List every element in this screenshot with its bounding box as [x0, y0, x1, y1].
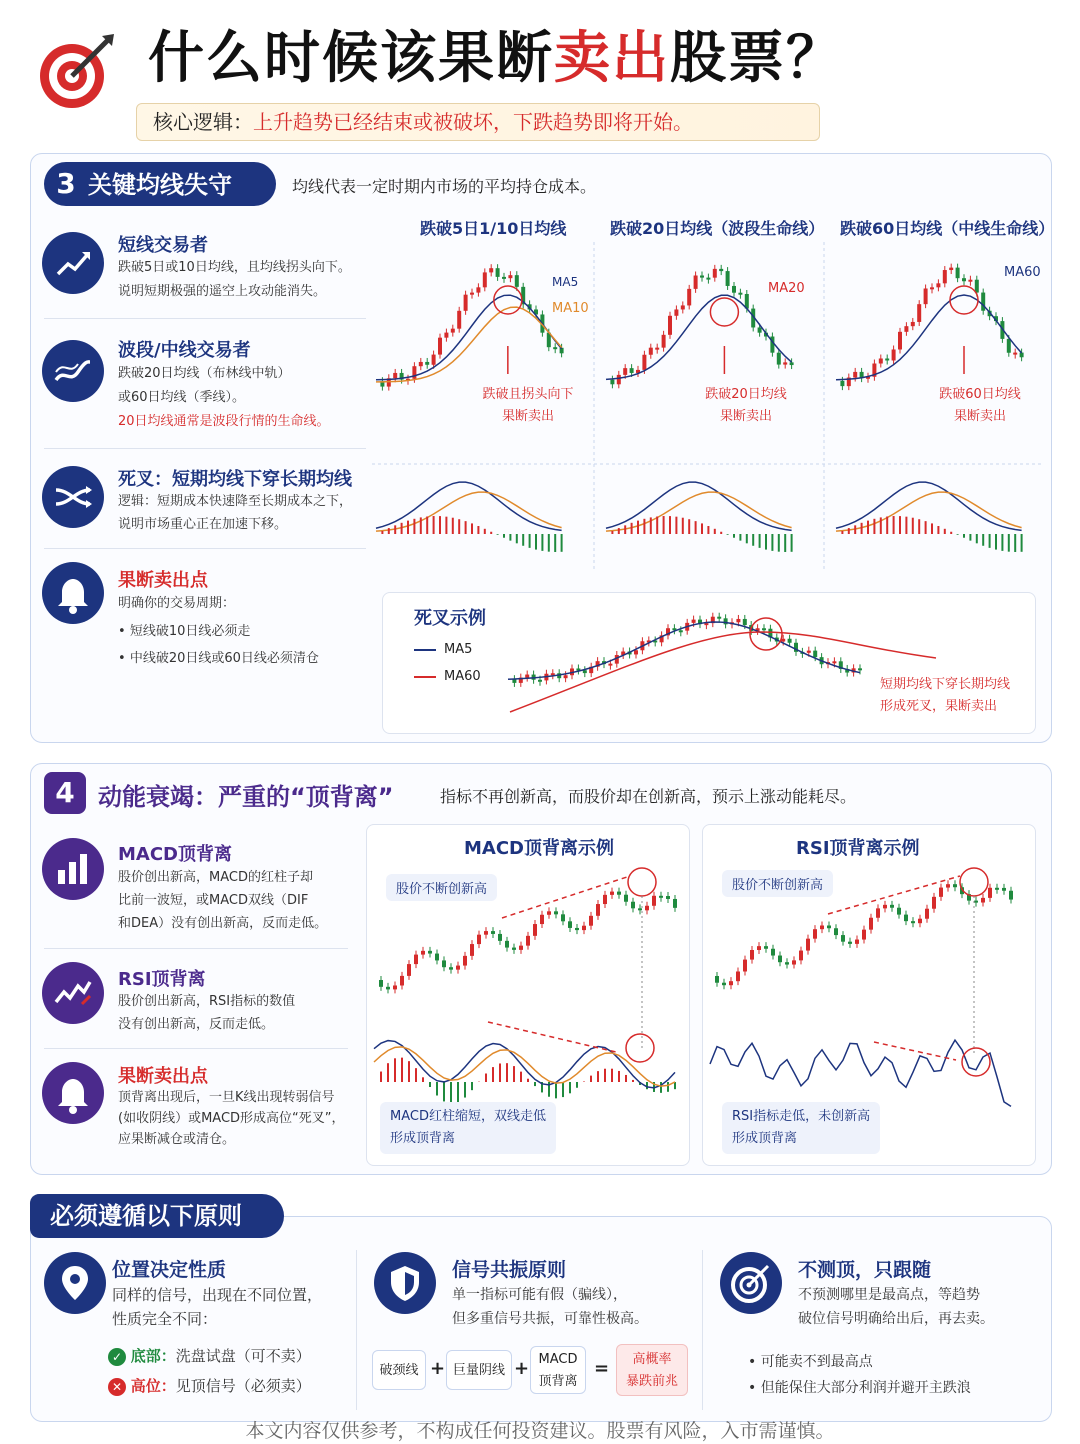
rsi-text-1: 股价创出新高，RSI指标的数值	[118, 994, 296, 1009]
candle	[726, 271, 730, 286]
target-icon	[38, 34, 114, 110]
candle	[858, 668, 862, 670]
macd-divergence-title: MACD顶背离	[118, 844, 232, 865]
death-cross-text-2: 说明市场重心正在加速下移。	[118, 517, 288, 532]
candle	[743, 960, 747, 972]
macd-text-2: 比前一波短，或MACD双线（DIF	[118, 893, 309, 908]
candle	[855, 940, 859, 944]
candle	[736, 971, 740, 981]
candle	[483, 272, 487, 287]
highlight-circle	[950, 286, 978, 314]
rsi-price-tag: 股价不断创新高	[722, 870, 833, 897]
macd-conclusion: MACD红柱缩短，双线走低 形成顶背离	[380, 1102, 556, 1154]
candle	[414, 955, 418, 964]
result-pill: 高概率 暴跌前兆	[616, 1344, 688, 1396]
macd-text-1: 股价创出新高，MACD的红柱子却	[118, 870, 313, 885]
candle	[879, 358, 883, 363]
swing-trader-text-2: 或60日均线（季线）。	[118, 390, 246, 405]
divider	[702, 1250, 703, 1410]
candle	[444, 333, 448, 338]
candle	[456, 966, 460, 970]
rsi-conclusion: RSI指标走低，未创新高 形成顶背离	[722, 1102, 880, 1154]
follow-text-1: 不预测哪里是最高点，等趋势	[798, 1287, 980, 1303]
candle	[512, 948, 516, 950]
follow-title: 不测顶，只跟随	[798, 1259, 932, 1281]
candle	[463, 956, 467, 966]
core-logic-label: 核心逻辑：	[153, 110, 253, 134]
sell-point-bullet-2: • 中线破20日线或60日线必须清仓	[118, 651, 319, 666]
candle	[491, 931, 495, 934]
candle	[750, 950, 754, 960]
candle	[687, 289, 691, 306]
equals-sign: =	[594, 1358, 610, 1379]
chart-ma60-title: 跌破60日均线（中线生命线）	[840, 219, 1055, 238]
candle	[681, 305, 685, 309]
candle	[813, 929, 817, 938]
resonance-text-2: 但多重信号共振，可靠性极高。	[452, 1311, 648, 1327]
candle	[508, 275, 512, 278]
candle	[783, 362, 787, 364]
candle	[715, 976, 719, 983]
death-cross-text-1: 逻辑：短期成本快速降至长期成本之下，	[118, 494, 353, 509]
candle	[498, 934, 502, 941]
candle	[930, 287, 934, 289]
candle	[949, 268, 953, 270]
candle	[582, 926, 586, 930]
candle	[419, 362, 423, 366]
candle	[1013, 353, 1017, 355]
section3-desc: 均线代表一定时期内市场的平均持仓成本。	[292, 177, 597, 196]
death-cross-note: 短期均线下穿长期均线 形成死叉，果断卖出	[880, 677, 1011, 714]
candle	[758, 327, 762, 332]
rsi-example-title: RSI顶背离示例	[796, 838, 920, 859]
candle	[722, 983, 726, 985]
candle	[939, 888, 943, 897]
ma60-note: 跌破60日均线 果断卖出	[939, 387, 1021, 424]
candle	[806, 939, 810, 951]
position-text-2: 性质完全不同：	[112, 1310, 218, 1328]
candle	[974, 901, 978, 903]
candle	[788, 639, 792, 643]
candle	[732, 286, 736, 293]
core-logic-text: 上升趋势已经结束或被破坏，下跌趋势即将开始。	[253, 110, 693, 134]
candle	[421, 951, 425, 955]
candle	[729, 981, 733, 985]
candle	[925, 909, 929, 919]
legend-ma60: MA60	[414, 669, 481, 684]
sell-point-text: 明确你的交易周期：	[118, 596, 236, 611]
macd-signal-line	[374, 1047, 675, 1086]
candle	[897, 908, 901, 915]
candle	[623, 368, 627, 375]
swing-trader-note: 20日均线通常是波段行情的生命线。	[118, 414, 330, 429]
candle	[608, 664, 612, 666]
rsi-text-2: 没有创出新高，反而走低。	[118, 1017, 275, 1032]
position-bottom: ✓ 底部：洗盘试盘（可不卖）	[108, 1344, 311, 1368]
candle	[525, 675, 529, 678]
candle	[451, 329, 455, 333]
candle	[674, 309, 678, 315]
macd-signal-line	[376, 492, 562, 531]
cross-icon: ✕	[108, 1378, 126, 1396]
macd-example-title: MACD顶背离示例	[464, 838, 614, 859]
position-text-1: 同样的信号，出现在不同位置，	[112, 1286, 323, 1304]
candle	[840, 381, 844, 386]
divergence-sell-text-1: 顶背离出现后，一旦K线出现转弱信号	[118, 1090, 335, 1105]
candle	[449, 967, 453, 969]
candle	[841, 935, 845, 942]
crossover-icon	[42, 466, 104, 528]
candle	[762, 628, 766, 630]
divergence-sell-text-2: (如收阴线）或MACD形成高位“死叉”，	[118, 1111, 345, 1126]
location-pin-icon	[44, 1252, 106, 1314]
macd-line	[376, 482, 562, 530]
disclaimer: 本文内容仅供参考，不构成任何投资建议。股票有风险，入市需谨慎。	[245, 1420, 835, 1442]
candle	[834, 928, 838, 935]
candle	[975, 280, 979, 293]
candle	[892, 349, 896, 360]
highlight-circle	[710, 298, 738, 326]
candle	[668, 316, 672, 335]
candle	[425, 362, 429, 365]
section4-desc: 指标不再创新高，而股价却在创新高，预示上涨动能耗尽。	[440, 787, 857, 806]
candle	[890, 905, 894, 908]
candle	[652, 896, 656, 906]
short-trader-text-1: 跌破5日或10日均线，且均线拐头向下。	[118, 260, 351, 275]
candle	[645, 906, 649, 911]
candle	[736, 619, 740, 622]
candle	[853, 372, 857, 378]
peak-circle	[628, 868, 656, 896]
candle	[807, 651, 811, 653]
candle	[962, 278, 966, 281]
candle	[883, 905, 887, 909]
section4-number: 4	[55, 776, 75, 809]
candle	[694, 275, 698, 288]
candle	[477, 935, 481, 944]
divider	[44, 1048, 348, 1049]
follow-text-2: 破位信号明确给出后，再去卖。	[798, 1311, 994, 1327]
candle	[386, 987, 390, 990]
macd-line	[836, 482, 1022, 530]
candle	[953, 884, 957, 887]
position-high: ✕ 高位：见顶信号（必须卖）	[108, 1374, 311, 1398]
divider	[44, 548, 366, 549]
death-cross-title: 死叉：短期均线下穿长期均线	[118, 469, 352, 490]
candle	[515, 275, 519, 287]
macd-divergence-chart	[372, 860, 684, 1120]
chart-ma5-title: 跌破5日1/10日均线	[420, 219, 567, 238]
section3-number: 3	[56, 167, 76, 200]
macd-price-tag: 股价不断创新高	[386, 874, 497, 901]
divider	[44, 448, 366, 449]
macd-text-3: 和DEA）没有创出新高，反而走低。	[118, 916, 328, 931]
ma20-note: 跌破20日均线 果断卖出	[705, 387, 787, 424]
principles-badge: 必须遵循以下原则	[30, 1194, 284, 1238]
candle	[738, 293, 742, 295]
candle	[630, 368, 634, 373]
candle	[659, 896, 663, 898]
candle	[827, 925, 831, 928]
candle	[666, 896, 670, 899]
candle	[869, 918, 873, 930]
candle	[393, 373, 397, 378]
candle	[743, 619, 747, 625]
candle	[700, 275, 704, 277]
candle	[476, 287, 480, 292]
candle	[457, 311, 461, 329]
rsi-divergence-chart	[708, 856, 1028, 1120]
neckline-pill: 破颈线	[372, 1350, 426, 1390]
candle	[519, 946, 523, 950]
swing-trader-text-1: 跌破20日均线（布林线中轨）	[118, 366, 291, 381]
macd-signal-line	[606, 492, 792, 531]
candle	[568, 921, 572, 928]
candle	[617, 892, 621, 895]
section3-title: 关键均线失守	[88, 171, 232, 199]
short-trader-title: 短线交易者	[118, 235, 208, 256]
candle	[610, 380, 614, 385]
candle	[470, 293, 474, 295]
candle	[379, 980, 383, 987]
rsi-line	[710, 1040, 1011, 1106]
candle	[719, 269, 723, 271]
candle	[956, 268, 960, 279]
candle	[848, 942, 852, 944]
chart-ma20-title: 跌破20日均线（波段生命线）	[610, 219, 825, 238]
candle	[968, 280, 972, 282]
candle	[764, 946, 768, 949]
candle	[713, 269, 717, 278]
candle	[981, 293, 985, 311]
candle	[1002, 888, 1006, 891]
candle	[407, 964, 411, 976]
candle	[918, 919, 922, 923]
highlight-circle	[494, 286, 522, 314]
candle	[898, 332, 902, 350]
plus-sign: +	[430, 1358, 446, 1379]
moving-average-line	[836, 295, 1022, 380]
candle	[679, 630, 683, 632]
candle	[610, 892, 614, 895]
candle	[981, 898, 985, 903]
page-title: 什么时候该果断卖出股票？	[148, 26, 844, 91]
candle	[470, 944, 474, 956]
candle	[988, 888, 992, 898]
section4-title: 动能衰竭：严重的“顶背离”	[98, 783, 394, 811]
candle	[790, 362, 794, 365]
candle	[936, 283, 940, 287]
ma5-line	[508, 622, 860, 679]
candle	[917, 304, 921, 322]
candle	[706, 278, 710, 280]
candle	[911, 921, 915, 923]
macd-line	[606, 482, 792, 530]
short-trader-text-2: 说明短期极强的遥空上攻动能消失。	[118, 284, 327, 299]
candle	[649, 348, 653, 355]
candle	[540, 915, 544, 924]
section3-badge	[44, 162, 276, 206]
bar-chart-icon	[42, 838, 104, 900]
wave-chart-icon	[42, 340, 104, 402]
candle	[624, 895, 628, 902]
candle	[631, 902, 635, 909]
candle	[778, 956, 782, 963]
death-cross-example-title: 死叉示例	[414, 608, 486, 629]
candle	[876, 908, 880, 917]
candle	[438, 338, 442, 355]
candle	[813, 651, 817, 658]
candle	[638, 908, 642, 910]
swing-trader-title: 波段/中线交易者	[118, 340, 251, 361]
candle	[1009, 891, 1013, 900]
check-icon: ✓	[108, 1348, 126, 1366]
sell-point-title: 果断卖出点	[118, 570, 208, 591]
candle	[432, 355, 436, 365]
candle	[583, 670, 587, 673]
candle	[442, 960, 446, 967]
section4-badge	[44, 772, 86, 814]
candle	[561, 914, 565, 921]
resonance-title: 信号共振原则	[452, 1259, 567, 1281]
ma10-label: MA10	[552, 301, 589, 316]
follow-bullet-2: • 但能保住大部分利润并避开主跌浪	[748, 1380, 971, 1396]
candle	[924, 288, 928, 304]
moving-average-line	[606, 295, 792, 379]
divergence-sell-title: 果断卖出点	[118, 1066, 208, 1087]
ma20-label: MA20	[768, 281, 805, 296]
candle	[428, 951, 432, 954]
candle	[575, 928, 579, 930]
candle	[862, 930, 866, 940]
ma60-label: MA60	[1004, 265, 1041, 280]
ma5-note: 跌破且拐头向下 果断卖出	[482, 387, 574, 424]
candle	[526, 936, 530, 946]
trend-arrow	[502, 876, 630, 918]
candle	[400, 976, 404, 986]
candle	[533, 924, 537, 936]
indicator-circle	[626, 1034, 654, 1062]
candle	[547, 911, 551, 914]
candle	[792, 960, 796, 964]
candle	[673, 899, 677, 908]
candle	[692, 620, 696, 623]
candle	[596, 904, 600, 916]
plus-sign: +	[514, 1358, 530, 1379]
moving-average-line	[376, 307, 562, 382]
divider	[44, 318, 366, 319]
peak-circle	[960, 868, 988, 896]
candle	[757, 946, 761, 950]
candle	[642, 355, 646, 370]
divider	[356, 1250, 357, 1410]
moving-average-line	[376, 295, 562, 380]
candle	[799, 951, 803, 961]
candle	[777, 353, 781, 365]
uptrend-chart-icon	[42, 232, 104, 294]
candle	[785, 962, 789, 964]
candle	[943, 270, 947, 283]
legend-ma5: MA5	[414, 642, 472, 657]
candle	[904, 326, 908, 332]
candle	[502, 277, 506, 279]
divergence-sell-text-3: 应果断减仓或清仓。	[118, 1132, 236, 1147]
candle	[464, 295, 468, 311]
sell-point-bullet-1: • 短线破10日线必须走	[118, 624, 251, 639]
candle	[911, 322, 915, 326]
rsi-divergence-title: RSI顶背离	[118, 969, 206, 990]
candle	[589, 916, 593, 926]
candle	[435, 954, 439, 961]
candle	[820, 925, 824, 929]
candle	[832, 661, 836, 663]
candle	[554, 911, 558, 914]
candle	[484, 931, 488, 935]
macd-signal-line	[836, 492, 1022, 531]
candle	[904, 915, 908, 922]
candle	[564, 675, 568, 678]
candle	[1020, 353, 1024, 358]
divergence-arrow	[488, 1022, 616, 1052]
shield-icon	[374, 1252, 436, 1314]
candle	[1007, 339, 1011, 353]
volume-pill: 巨量阴线	[446, 1350, 512, 1390]
candle	[946, 884, 950, 887]
candle	[617, 375, 621, 384]
ma5-label: MA5	[552, 275, 579, 289]
candle	[505, 941, 509, 948]
bell-icon	[42, 1062, 104, 1124]
candle	[603, 895, 607, 904]
candle	[932, 897, 936, 909]
target-icon	[720, 1252, 782, 1314]
resonance-text-1: 单一指标可能有假（骗线），	[452, 1287, 627, 1303]
candle	[771, 949, 775, 956]
follow-bullet-1: • 可能卖不到最高点	[748, 1354, 873, 1370]
candle	[489, 268, 493, 272]
rsi-line-icon	[42, 962, 104, 1024]
candle	[634, 650, 638, 654]
macd-pill: MACD 顶背离	[530, 1346, 586, 1394]
divider	[44, 948, 348, 949]
candle	[655, 348, 659, 350]
position-title: 位置决定性质	[112, 1259, 227, 1281]
candle	[496, 268, 500, 277]
candle	[393, 985, 397, 989]
candle	[995, 888, 999, 890]
core-logic-banner	[136, 103, 820, 141]
bell-icon	[42, 562, 104, 624]
candle	[538, 680, 542, 682]
candle	[885, 358, 889, 360]
candle	[553, 347, 557, 349]
candle	[662, 335, 666, 348]
death-cross-chart	[500, 600, 940, 720]
candle	[717, 617, 721, 619]
